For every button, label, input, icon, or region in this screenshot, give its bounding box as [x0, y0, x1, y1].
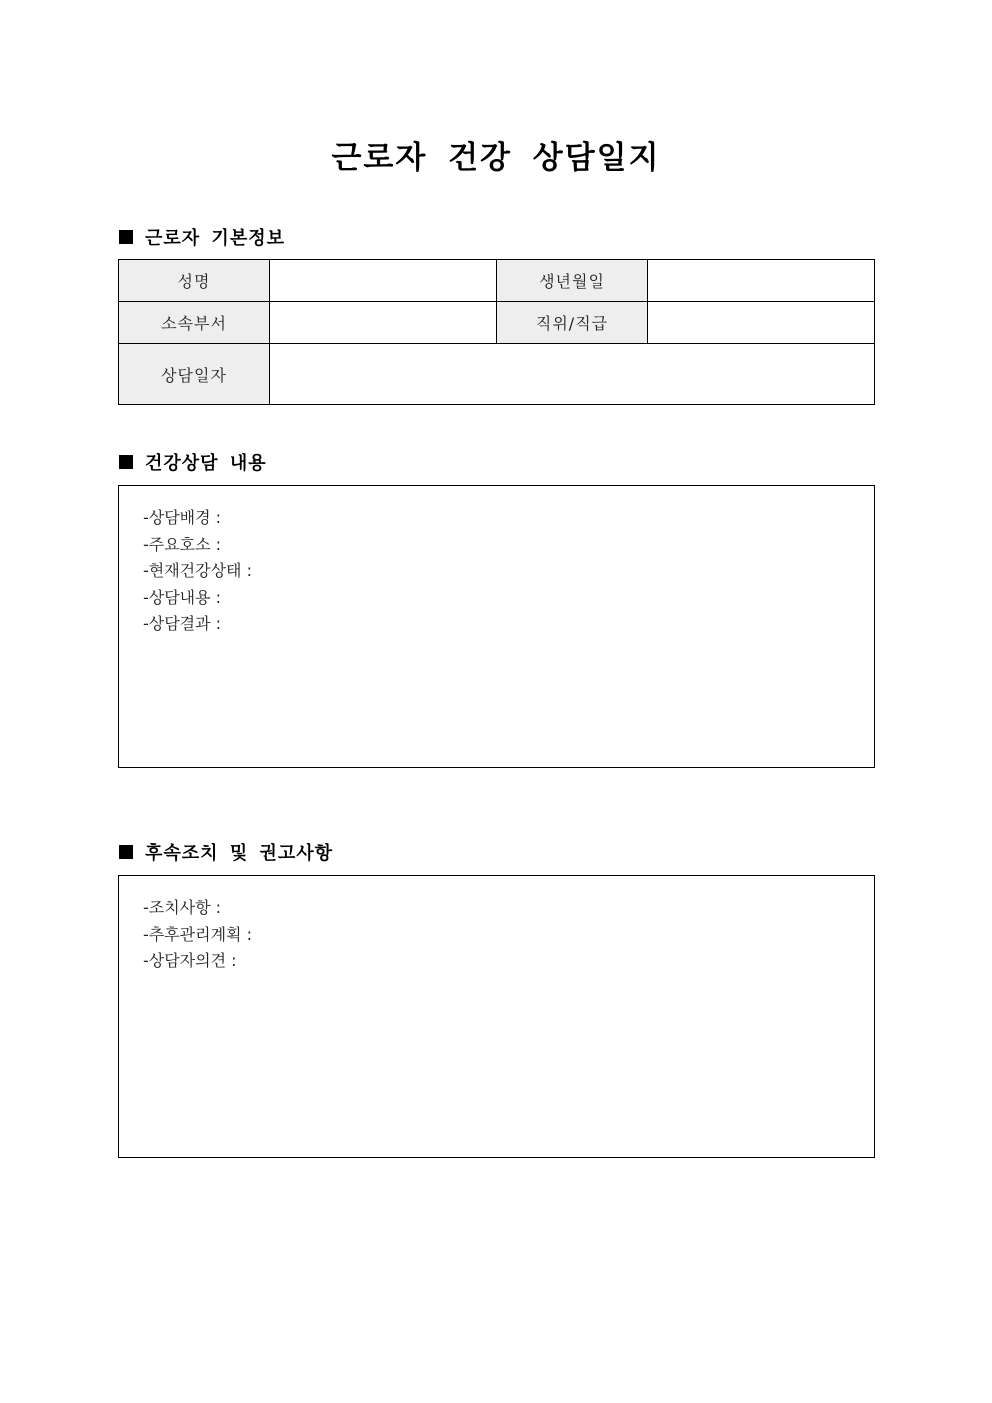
birth-date-field[interactable] — [648, 260, 875, 302]
table-row — [119, 302, 875, 344]
square-bullet-icon — [119, 455, 133, 469]
counselor-opinion-item: -상담자의견 : — [143, 951, 237, 970]
consultation-content-box[interactable] — [118, 485, 875, 768]
consultation-details-item: -상담내용 : — [143, 587, 222, 607]
consultation-date-label: 상담일자 — [119, 344, 270, 405]
table-row — [119, 344, 875, 405]
birth-date-label: 생년월일 — [497, 260, 648, 302]
position-field[interactable] — [648, 302, 875, 344]
department-field[interactable] — [270, 302, 497, 344]
name-label: 성명 — [119, 260, 270, 302]
section-heading-label: 건강상담 내용 — [145, 453, 267, 474]
square-bullet-icon — [119, 230, 133, 244]
section-heading-basic-info — [119, 224, 285, 250]
basic-info-table — [118, 259, 875, 405]
consultation-background-item: -상담배경 : — [143, 508, 222, 527]
square-bullet-icon — [119, 845, 133, 859]
followup-content-box[interactable] — [118, 875, 875, 1158]
main-complaint-item: -주요호소 : — [143, 534, 222, 554]
document-title: 근로자 건강 상담일지 — [331, 140, 661, 176]
followup-plan-item: -추후관리계획 : — [143, 924, 252, 944]
section-heading-label: 후속조치 및 권고사항 — [145, 843, 334, 864]
consultation-result-item: -상담결과 : — [143, 614, 222, 633]
consultation-date-field[interactable] — [270, 344, 875, 405]
current-health-status-item: -현재건강상태 : — [143, 561, 252, 580]
table-row — [119, 260, 875, 302]
section-heading-consultation — [119, 449, 267, 475]
section-heading-label: 근로자 기본정보 — [145, 228, 285, 249]
name-field[interactable] — [270, 260, 497, 302]
section-heading-followup — [119, 839, 333, 865]
position-label: 직위/직급 — [497, 302, 648, 344]
action-taken-item: -조치사항 : — [143, 898, 222, 917]
department-label: 소속부서 — [119, 302, 270, 344]
